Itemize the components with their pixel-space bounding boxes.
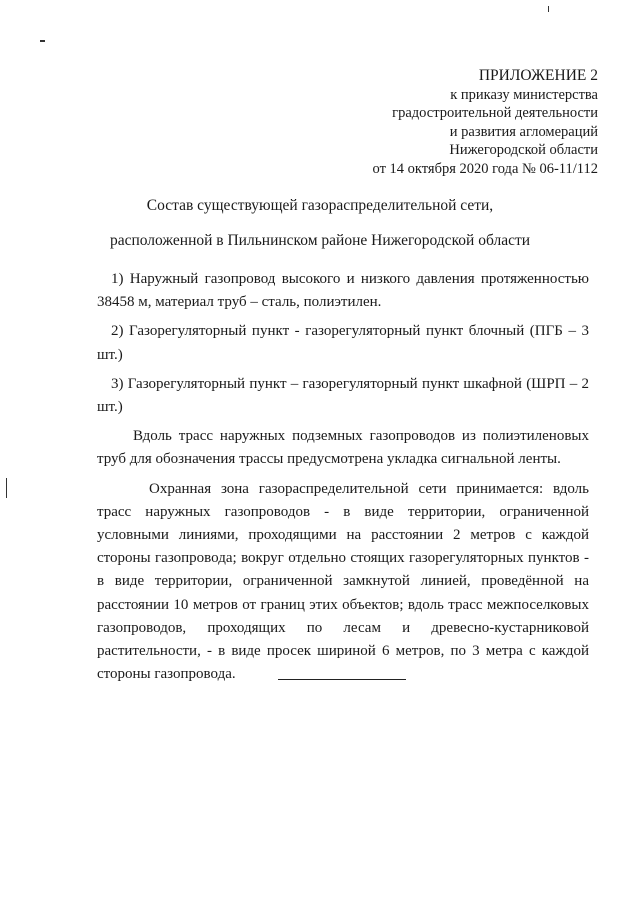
list-item-pgb: 2) Газорегуляторный пункт - газорегуляторный пункт блочный (ПГБ – 3 шт.)	[97, 323, 589, 363]
scan-artifact-top-left	[40, 40, 45, 42]
scan-artifact-top-right	[548, 6, 549, 12]
document-title	[0, 192, 640, 254]
header-line-order: к приказу министерства	[450, 87, 598, 103]
title-line-1: Состав существующей газораспределительной сети,	[146, 197, 494, 214]
paragraph-protection-zone: Охранная зона газораспределительной сети принимается: вдоль трасс наружных газопроводов - в виде территории, ограниченной условными линиями, проходящими на расстоянии 2 метров с каждой стороны газопровода; вокруг отдельно стоящих газорегуляторных пунктов - в виде территории, ограниченной замкнутой линией, проведённой на расстоянии 10 метров от границ этих объектов; вдоль трасс межпоселковых газопроводов, проходящих по лесам и древесно-кустарниковой растительности, - в виде просек шириной 6 метров, по 3 метра с каждой стороны газопровода.	[97, 480, 589, 683]
annex-header	[373, 66, 598, 178]
header-line-date: от 14 октября 2020 года № 06-11/112	[372, 160, 598, 177]
annex-number: ПРИЛОЖЕНИЕ 2	[478, 67, 598, 84]
header-line-ministry: градостроительной деятельности	[392, 105, 598, 122]
header-line-region: Нижегородской области	[449, 142, 598, 159]
closing-rule	[278, 679, 406, 680]
scan-artifact-left-edge	[6, 478, 7, 498]
header-line-development: и развития агломераций	[449, 123, 598, 140]
document-body	[97, 268, 589, 686]
title-line-2: расположенной в Пильнинском районе Нижегородской области	[109, 232, 531, 249]
paragraph-signal-tape: Вдоль трасс наружных подземных газопроводов из полиэтиленовых труб для обозначения трассы предусмотрена укладка сигнальной ленты.	[97, 428, 589, 468]
list-item-pipeline: 1) Наружный газопровод высокого и низкого давления протяженностью 38458 м, материал труб – сталь, полиэтилен.	[97, 271, 589, 311]
list-item-shrp: 3) Газорегуляторный пункт – газорегуляторный пункт шкафной (ШРП – 2 шт.)	[97, 375, 589, 416]
